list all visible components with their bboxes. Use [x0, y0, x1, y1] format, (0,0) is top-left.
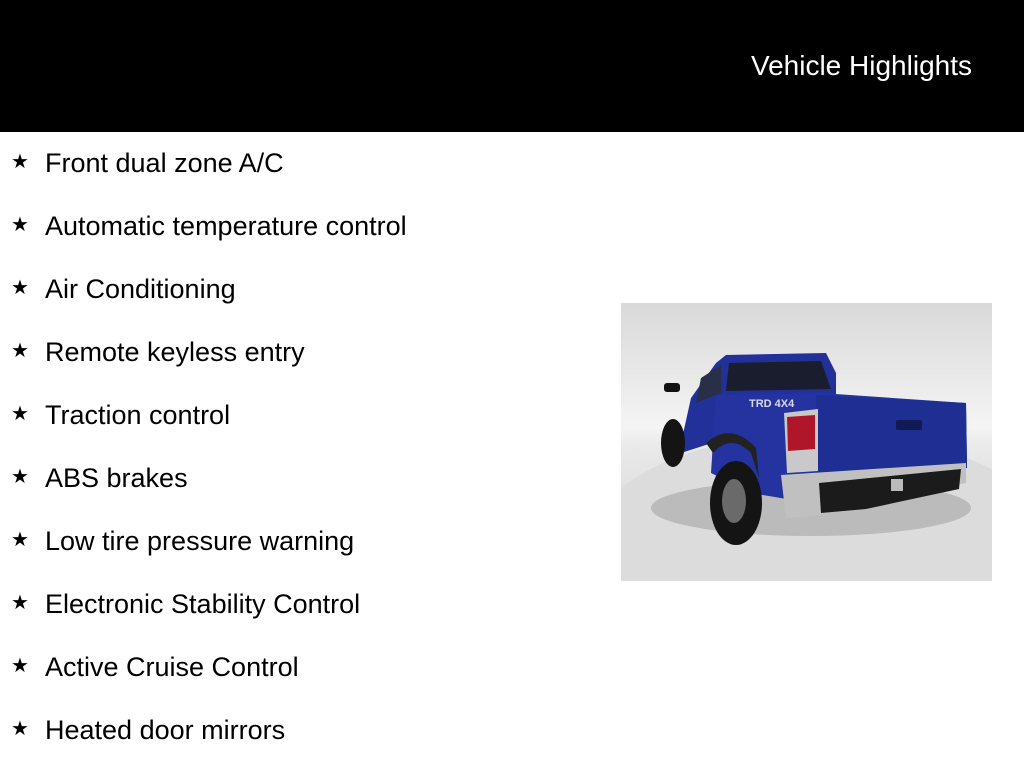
star-icon: ★ — [11, 212, 29, 236]
feature-label: Low tire pressure warning — [45, 526, 355, 556]
star-icon: ★ — [11, 401, 29, 425]
star-icon: ★ — [11, 653, 29, 677]
star-icon: ★ — [11, 464, 29, 488]
pickup-truck-image — [621, 303, 992, 581]
star-icon: ★ — [11, 716, 29, 740]
star-icon: ★ — [11, 527, 29, 551]
feature-label: Automatic temperature control — [45, 211, 407, 241]
star-icon: ★ — [11, 149, 29, 173]
feature-label: ABS brakes — [45, 463, 188, 493]
feature-label: Air Conditioning — [45, 274, 236, 304]
vehicle-photo — [621, 303, 992, 581]
feature-label: Traction control — [45, 400, 231, 430]
feature-label: Remote keyless entry — [45, 337, 305, 367]
svg-text:TRD 4X4: TRD 4X4 — [749, 398, 795, 410]
page-title: Vehicle Highlights — [750, 50, 972, 81]
star-icon: ★ — [11, 590, 29, 614]
star-icon: ★ — [11, 275, 29, 299]
star-icon: ★ — [11, 338, 29, 362]
feature-label: Electronic Stability Control — [45, 589, 361, 619]
feature-label: Front dual zone A/C — [45, 148, 284, 178]
header-bar — [0, 0, 1024, 132]
feature-label: Active Cruise Control — [45, 652, 299, 682]
feature-label: Heated door mirrors — [45, 715, 286, 745]
